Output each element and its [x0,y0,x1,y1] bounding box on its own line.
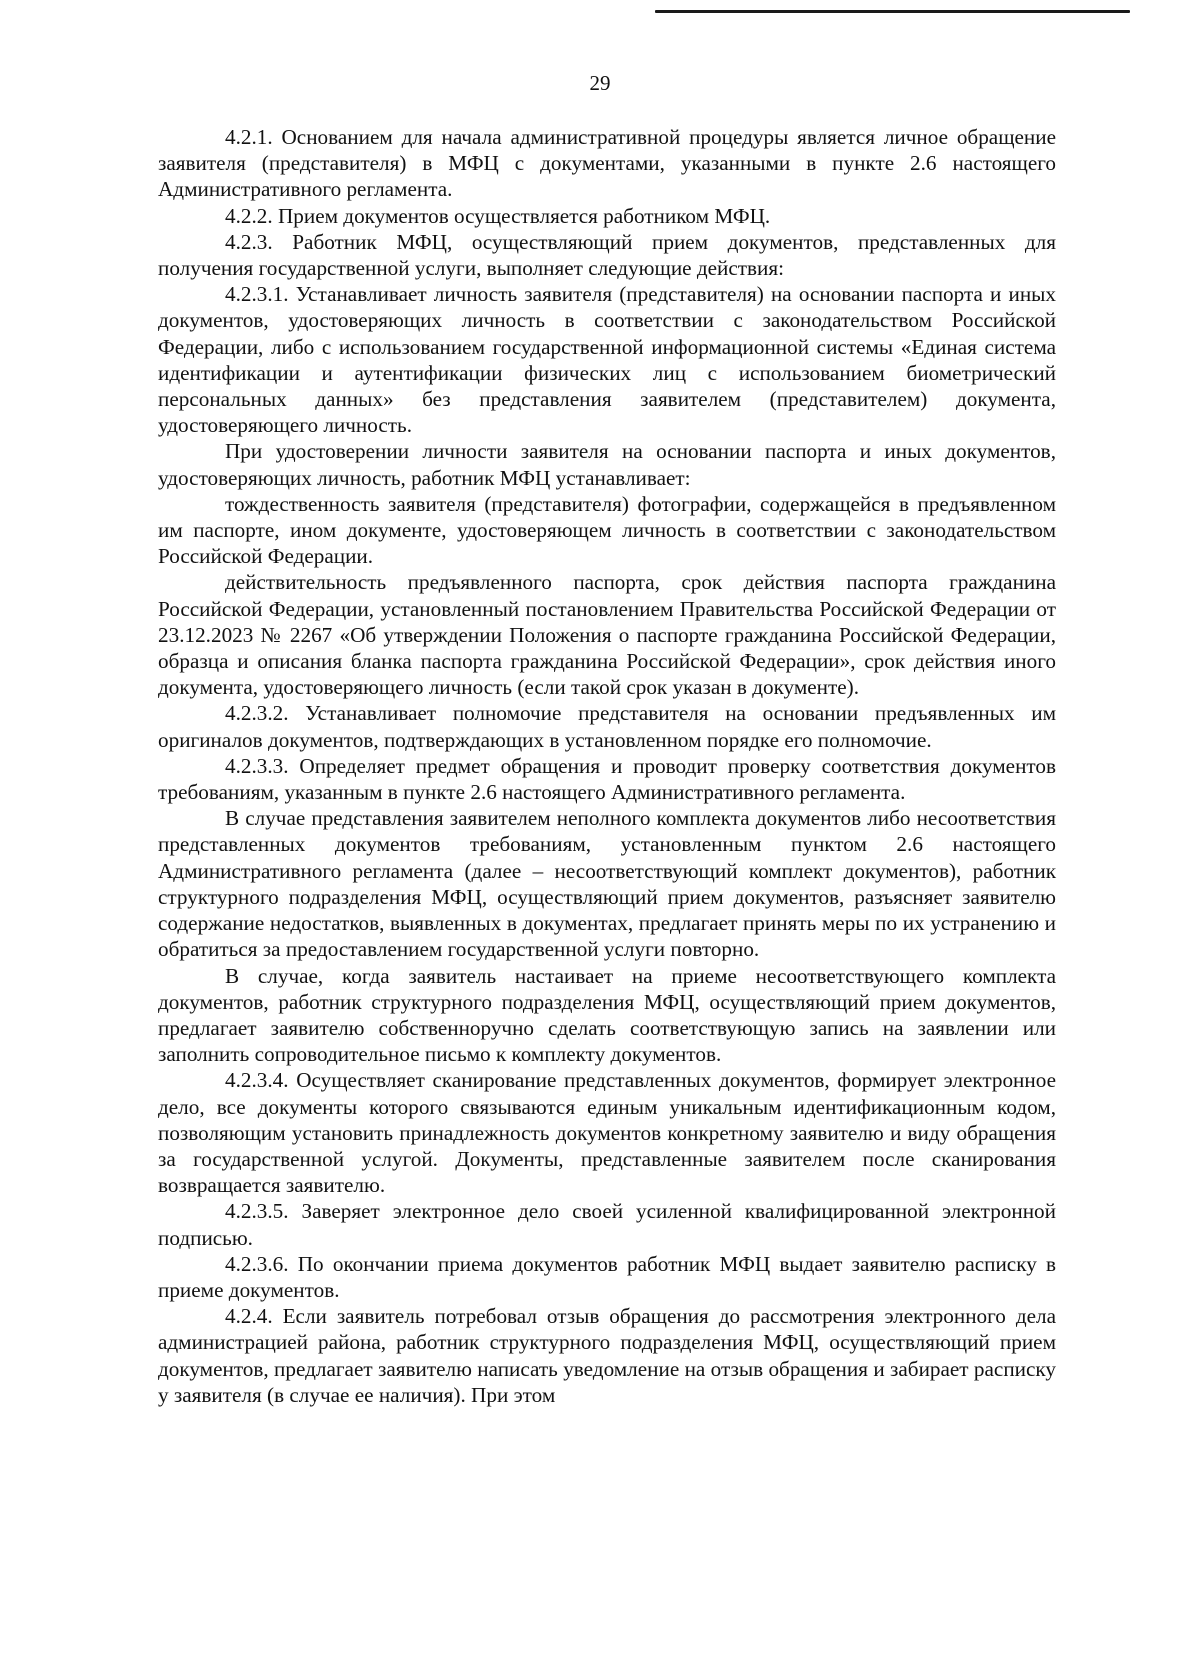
paragraph-photo-identity: тождественность заявителя (представителя) фотографии, содержащейся в предъявленном им паспорте, ином документе, удостоверяющем личность в соответствии с законодательством Российской Федерации. [158,491,1056,569]
paragraph-4-2-1: 4.2.1. Основанием для начала административной процедуры является личное обращение заявителя (представителя) в МФЦ с документами, указанными в пункте 2.6 настоящего Административного регламента. [158,125,1056,202]
paragraph-4-2-4: 4.2.4. Если заявитель потребовал отзыв обращения до рассмотрения электронного дела администрацией района, работник структурного подразделения МФЦ, осуществляющий прием документов, предлагает заявителю написать уведомление на отзыв обращения и забирает расписку у заявителя (в случае ее наличия). При этом [158,1304,1056,1407]
top-rule [655,10,1130,13]
paragraph-insists-acceptance: В случае, когда заявитель настаивает на приеме несоответствующего комплекта документов, работник структурного подразделения МФЦ, осуществляющий прием документов, предлагает заявителю собственноручно сделать соответствующую запись на заявлении или заполнить сопроводительное письмо к комплекту документов. [158,963,1056,1067]
paragraph-incomplete-documents: В случае представления заявителем неполного комплекта документов либо несоответствия представленных документов требованиям, установленным пунктом 2.6 настоящего Административного регламента (далее – несоответствующий комплект документов), работник структурного подразделения МФЦ, осуществляющий прием документов, разъясняет заявителю содержание недостатков, выявленных в документах, предлагает принять меры по их устранению и обратиться за предоставлением государственной услуги повторно. [158,806,1056,962]
paragraph-4-2-3-2: 4.2.3.2. Устанавливает полномочие представителя на основании предъявленных им оригиналов документов, подтверждающих в установленном порядке его полномочие. [158,701,1056,752]
paragraph-4-2-3-1: 4.2.3.1. Устанавливает личность заявителя (представителя) на основании паспорта и иных документов, удостоверяющих личность в соответствии с законодательством Российской Федерации, либо с использованием государственной информационной системы «Единая система идентификации и аутентификации физических лиц с использованием биометрический персональных данных» без представления заявителем (представителем) документа, удостоверяющего личность. [158,282,1056,438]
paragraph-4-2-3: 4.2.3. Работник МФЦ, осуществляющий прием документов, представленных для получения государственной услуги, выполняет следующие действия: [158,229,1056,281]
paragraph-identity-check-intro: При удостоверении личности заявителя на основании паспорта и иных документов, удостоверяющих личность, работник МФЦ устанавливает: [158,439,1056,490]
paragraph-4-2-3-3: 4.2.3.3. Определяет предмет обращения и проводит проверку соответствия документов требованиям, указанным в пункте 2.6 настоящего Административного регламента. [158,753,1056,805]
paragraph-4-2-3-6: 4.2.3.6. По окончании приема документов работник МФЦ выдает заявителю расписку в приеме документов. [158,1251,1056,1302]
page-number: 29 [589,71,611,95]
paragraph-4-2-2: 4.2.2. Прием документов осуществляется работником МФЦ. [225,203,771,228]
paragraph-4-2-3-5: 4.2.3.5. Заверяет электронное дело своей усиленной квалифицированной электронной подписью. [158,1199,1056,1250]
paragraph-4-2-3-4: 4.2.3.4. Осуществляет сканирование представленных документов, формирует электронное дело, все документы которого связываются единым уникальным идентификационным кодом, позволяющим установить принадлежность документов конкретному заявителю и виду обращения за государственной услугой. Документы, представленные заявителем после сканирования возвращается заявителю. [158,1068,1056,1198]
paragraph-passport-validity: действительность предъявленного паспорта, срок действия паспорта гражданина Российской Федерации, установленный постановлением Правительства Российской Федерации от 23.12.2023 № 2267 «Об утверждении Положения о паспорте гражданина Российской Федерации, образца и описания бланка паспорта гражданина Российской Федерации», срок действия иного документа, удостоверяющего личность (если такой срок указан в документе). [158,570,1056,700]
document-body [158,124,1056,1408]
